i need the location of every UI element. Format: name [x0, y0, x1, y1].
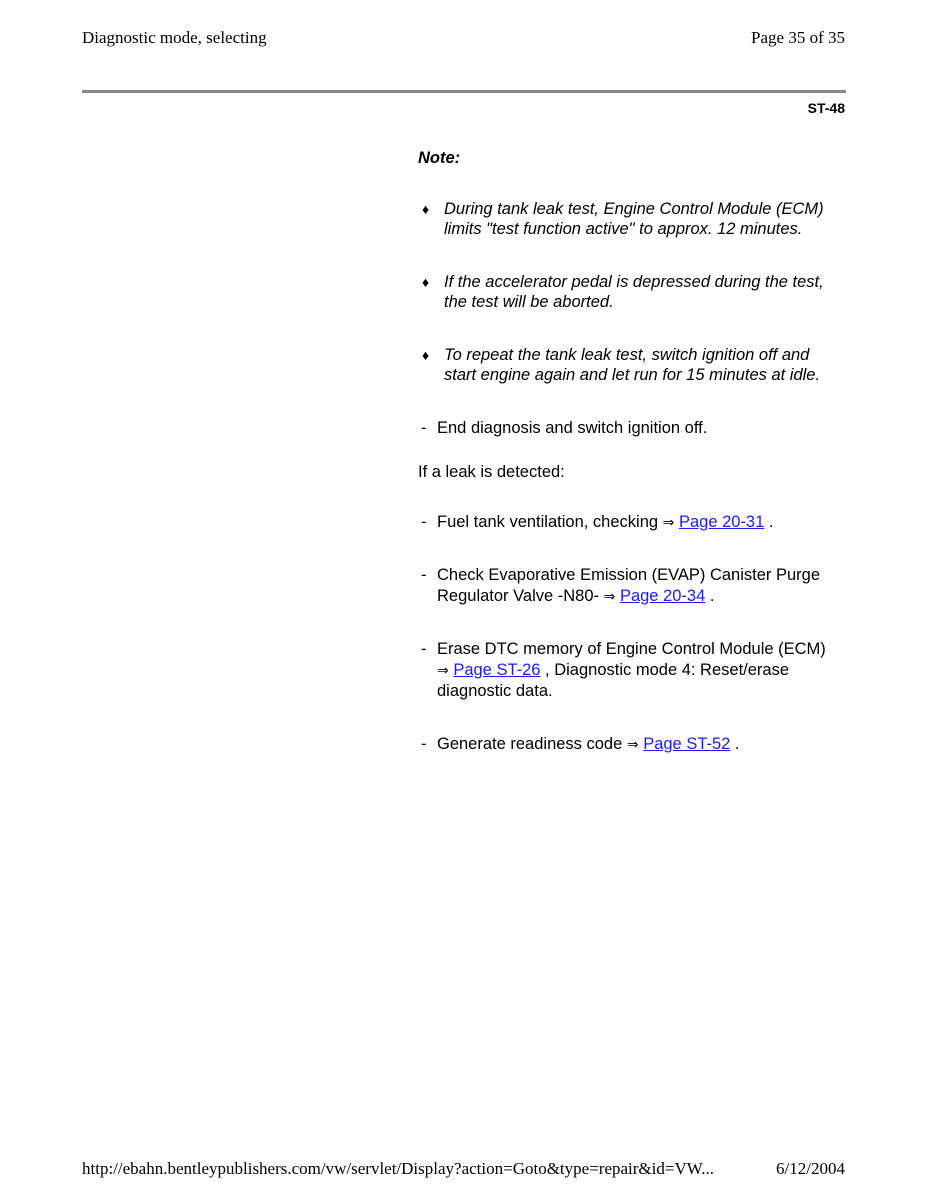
arrow-right-icon: ⇒ [662, 514, 675, 531]
header-divider [82, 90, 846, 93]
arrow-right-icon: ⇒ [437, 662, 449, 679]
main-content [418, 148, 838, 755]
page-link[interactable]: Page ST-52 [643, 734, 731, 753]
section-code: ST-48 [807, 100, 845, 116]
arrow-right-icon: ⇒ [626, 736, 639, 753]
note-item-text: During tank leak test, Engine Control Module (ECM) limits "test function active" to approx. 12 minutes. [444, 199, 824, 238]
step-item [418, 639, 838, 702]
document-title: Diagnostic mode, selecting [82, 28, 267, 47]
footer-url: http://ebahn.bentleypublishers.com/vw/servlet/Display?action=Goto&type=repair&id=VW... [82, 1159, 714, 1178]
note-item-text: To repeat the tank leak test, switch ignition off and start engine again and let run for 15 minutes at idle. [444, 345, 821, 384]
footer-date: 6/12/2004 [776, 1159, 845, 1178]
step-text: Erase DTC memory of Engine Control Module (ECM) [437, 640, 826, 658]
step-text: End diagnosis and switch ignition off. [437, 418, 708, 437]
page-number: Page 35 of 35 [751, 28, 845, 47]
step-text-tail: . [730, 734, 740, 753]
note-item [418, 199, 838, 240]
diamond-bullet-icon: ♦ [422, 273, 430, 290]
step-text-tail: , Diagnostic mode 4: Reset/erase diagnostic data. [437, 660, 790, 700]
note-item-text: If the accelerator pedal is depressed during the test, the test will be aborted. [444, 272, 824, 311]
diamond-bullet-icon: ♦ [422, 200, 430, 217]
page-link[interactable]: Page ST-26 [453, 660, 541, 679]
dash-bullet-icon: - [421, 512, 427, 531]
step-item [418, 418, 838, 439]
step-text-tail: . [764, 512, 774, 531]
note-item [418, 345, 838, 386]
step-text-tail: . [705, 586, 715, 605]
step-text: Fuel tank ventilation, checking [437, 512, 663, 531]
step-text: Check Evaporative Emission (EVAP) Canister Purge Regulator Valve -N80- [437, 566, 821, 605]
arrow-right-icon: ⇒ [603, 588, 616, 605]
page-link[interactable]: Page 20-31 [678, 512, 765, 531]
diamond-bullet-icon: ♦ [422, 346, 430, 363]
step-item [418, 565, 838, 607]
dash-bullet-icon: - [421, 418, 427, 437]
leak-detected-text: If a leak is detected: [418, 463, 565, 481]
page-link[interactable]: Page 20-34 [619, 586, 706, 605]
dash-bullet-icon: - [421, 566, 427, 584]
note-title: Note: [418, 149, 461, 167]
dash-bullet-icon: - [421, 640, 427, 658]
step-item [418, 512, 838, 534]
note-item [418, 272, 838, 313]
step-text: Generate readiness code [437, 734, 627, 753]
step-item [418, 734, 838, 756]
dash-bullet-icon: - [421, 734, 427, 753]
